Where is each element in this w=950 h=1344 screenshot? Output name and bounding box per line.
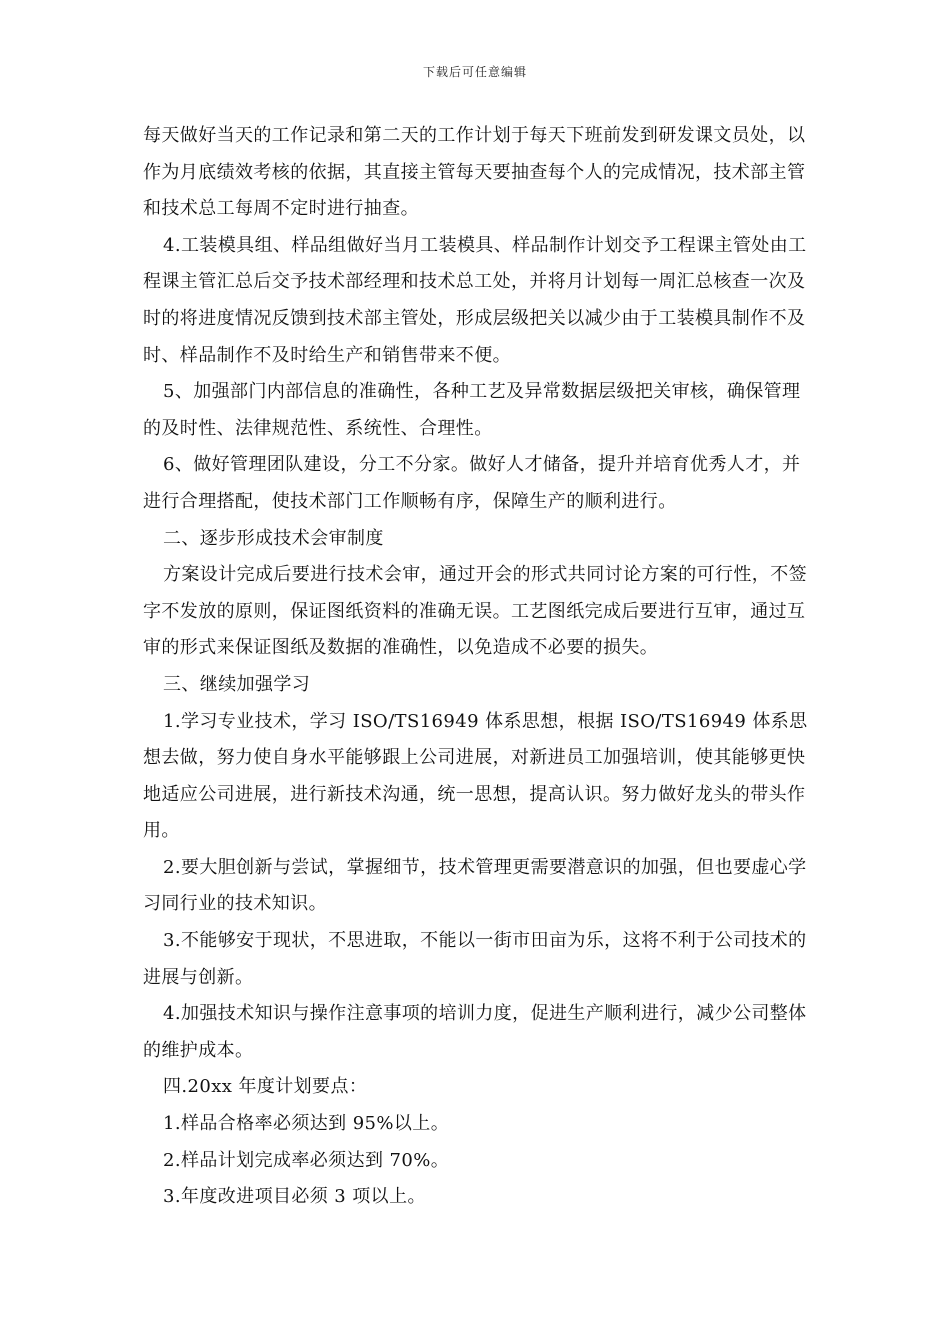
plan-item-1: 1.样品合格率必须达到 95%以上。 bbox=[163, 1113, 450, 1135]
plan-item-3: 3.年度改进项目必须 3 项以上。 bbox=[163, 1186, 426, 1208]
section-heading-annual-plan: 四.20xx 年度计划要点： bbox=[163, 1076, 368, 1098]
paragraph-learning-item-1: 1.学习专业技术，学习 ISO/TS16949 体系思想，根据 ISO/TS16949 体系思想去做，努力使自身水平能够跟上公司进展，对新进员工加强培训，使其能够更快地适应公司进展，进行新技术沟通，统一思想，提高认识。努力做好龙头的带头作用。 bbox=[143, 710, 808, 842]
paragraph-item-5-data-accuracy: 5、加强部门内部信息的准确性，各种工艺及异常数据层级把关审核，确保管理的及时性、法律规范性、系统性、合理性。 bbox=[143, 381, 801, 439]
section-heading-technical-review: 二、逐步形成技术会审制度 bbox=[163, 527, 384, 549]
paragraph-item-6-team-building: 6、做好管理团队建设，分工不分家。做好人才储备，提升并培育优秀人才，并进行合理搭配，使技术部门工作顺畅有序，保障生产的顺利进行。 bbox=[143, 454, 801, 512]
paragraph-technical-review: 方案设计完成后要进行技术会审，通过开会的形式共同讨论方案的可行性，不签字不发放的原则，保证图纸资料的准确无误。工艺图纸完成后要进行互审，通过互审的形式来保证图纸及数据的准确性，以免造成不必要的损失。 bbox=[143, 564, 807, 659]
paragraph-learning-item-2: 2.要大胆创新与尝试，掌握细节，技术管理更需要潜意识的加强，但也要虚心学习同行业的技术知识。 bbox=[143, 856, 807, 915]
paragraph-daily-records: 每天做好当天的工作记录和第二天的工作计划于每天下班前发到研发课文员处，以作为月底绩效考核的依据，其直接主管每天要抽查每个人的完成情况，技术部主管和技术总工每周不定时进行抽查。 bbox=[143, 125, 806, 220]
document-body bbox=[143, 118, 813, 1216]
paragraph-learning-item-3: 3.不能够安于现状，不思进取，不能以一街市田亩为乐，这将不利于公司技术的进展与创新。 bbox=[143, 930, 807, 988]
page-header: 下载后可任意编辑 bbox=[422, 65, 527, 79]
plan-item-2: 2.样品计划完成率必须达到 70%。 bbox=[163, 1149, 450, 1171]
section-heading-continue-learning: 三、继续加强学习 bbox=[163, 673, 311, 695]
paragraph-learning-item-4: 4.加强技术知识与操作注意事项的培训力度，促进生产顺利进行，减少公司整体的维护成本。 bbox=[143, 1003, 807, 1061]
paragraph-item-4-tooling-plan: 4.工装模具组、样品组做好当月工装模具、样品制作计划交予工程课主管处由工程课主管汇总后交予技术部经理和技术总工处，并将月计划每一周汇总核查一次及时的将进度情况反馈到技术部主管处，形成层级把关以减少由于工装模具制作不及时、样品制作不及时给生产和销售带来不便。 bbox=[143, 234, 807, 366]
